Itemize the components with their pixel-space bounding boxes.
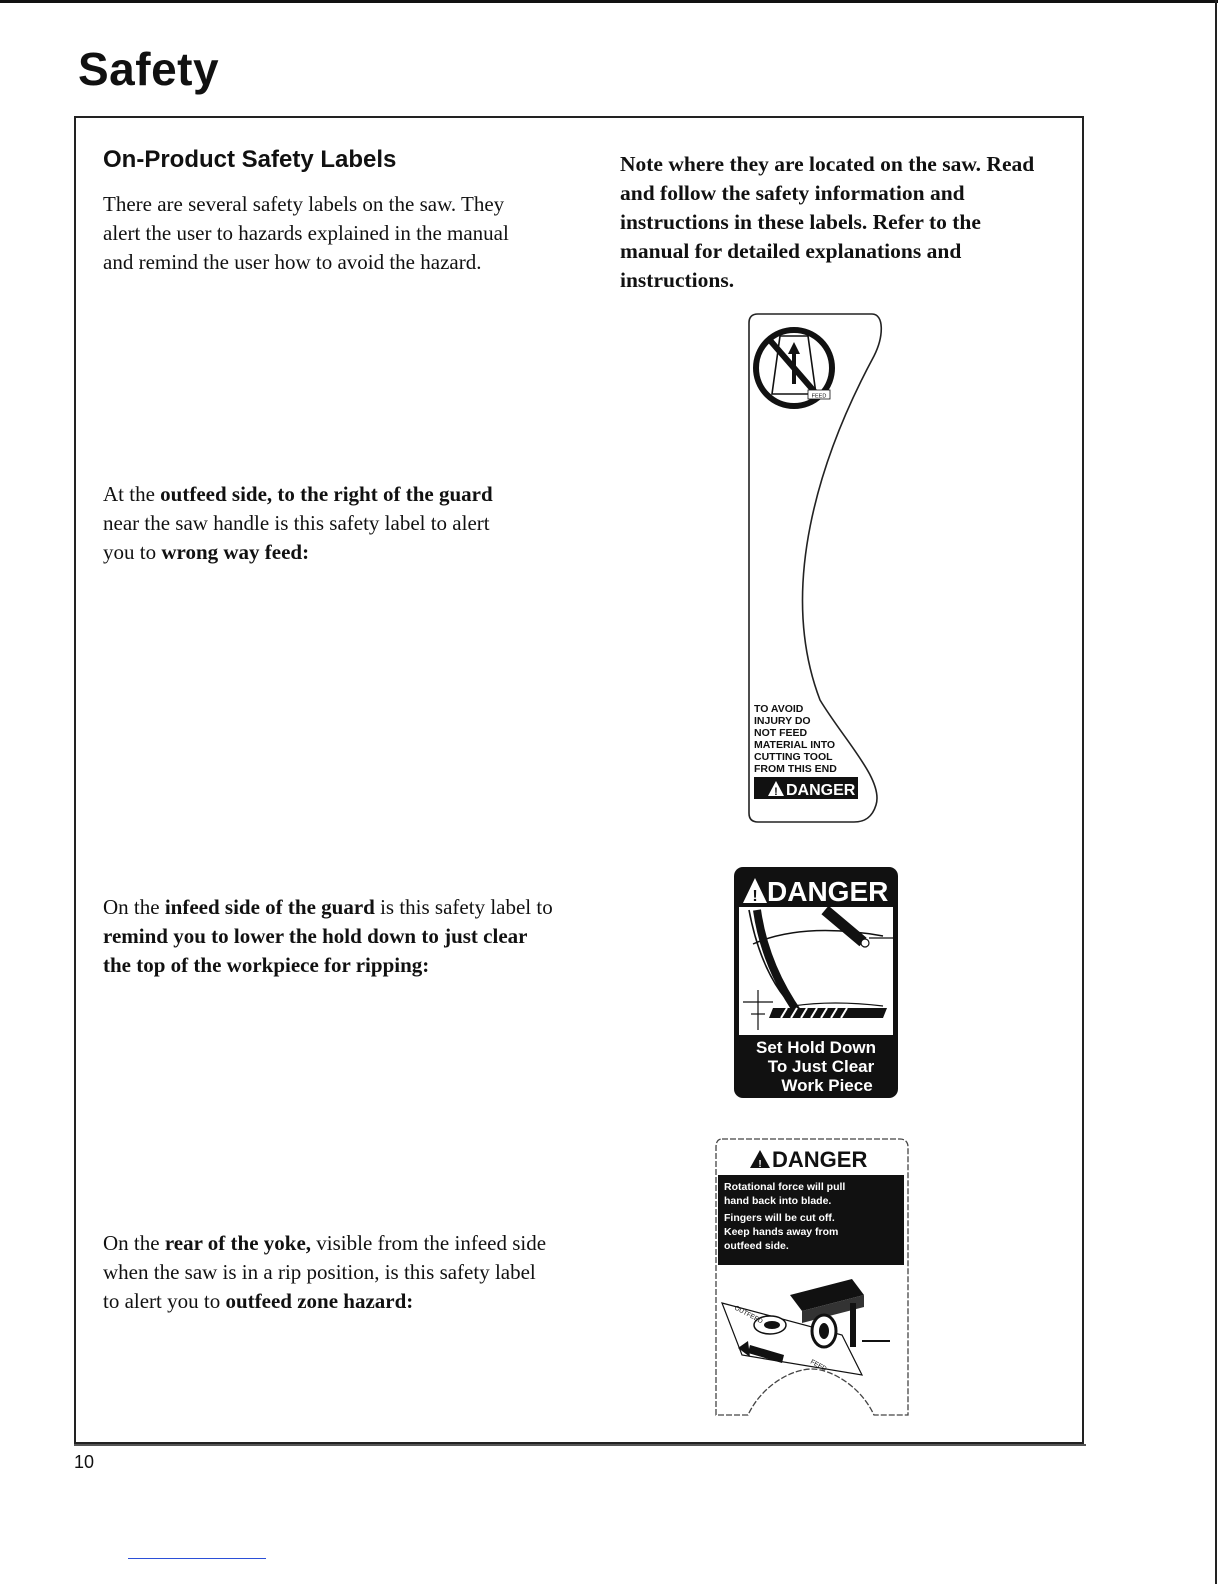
wrong-way-text-line: FROM THIS END [754,763,837,775]
emphasis-run: outfeed zone hazard: [225,1289,414,1313]
svg-text:!: ! [774,786,778,798]
text-run: On the [103,1231,165,1255]
wrong-way-feed-label [744,310,884,825]
hold-down-text-line: To Just Clear [767,1057,875,1076]
text-run: At the [103,482,161,506]
outfeed-zone-text-line: Rotational force will pull [724,1181,846,1193]
danger-banner: DANGER [767,876,889,907]
outfeed-zone-text-line: Fingers will be cut off. [724,1212,835,1224]
emphasis-run: rear of the yoke, [164,1231,312,1255]
outfeed-tag: OUTFEED [733,1304,764,1326]
wrong-way-text-line: TO AVOID [754,703,804,715]
emphasis-run: outfeed side, to the right of the guard [160,482,493,506]
outfeed-zone-text-line: outfeed side. [724,1240,789,1252]
wrong-way-text-line: MATERIAL INTO [754,739,836,751]
note-paragraph: Note where they are located on the saw. Read and follow the safety information and instructions in these labels. Refer to the manual for detailed explanations and instructions. [620,152,1035,292]
text-run: is this safety label to [374,895,553,919]
feed-tag: FEED [811,393,827,400]
text-run: near the saw handle is this safety label to alert you to [103,511,490,564]
wrong-way-text-line: INJURY DO [754,715,811,727]
top-rule [0,0,1218,3]
emphasis-run: wrong way feed: [161,540,310,564]
frame-bottom-shadow [74,1444,1086,1446]
infeed-label-paragraph [103,893,553,980]
feed-tag: FEED [809,1358,828,1373]
wrong-way-text-line: CUTTING TOOL [754,751,833,763]
hold-down-text-line: Work Piece [781,1076,873,1095]
outfeed-zone-text-line: Keep hands away from [724,1226,839,1238]
page-title: Safety [78,43,220,95]
text-run: On the [103,895,165,919]
outfeed-label-paragraph [103,480,523,567]
wrong-way-text-line: NOT FEED [754,727,808,739]
outfeed-zone-text-line: hand back into blade. [724,1195,832,1207]
emphasis-run: remind you to lower the hold down to just clear the top of the workpiece for ripping: [103,924,528,977]
danger-banner: DANGER [786,782,856,799]
bottom-link-underline [128,1558,266,1559]
emphasis-run: infeed side of the guard [164,895,375,919]
text-run: visible from the infeed side when the saw is in a rip position, is this safety label to alert you to [103,1231,547,1313]
section-heading: On-Product Safety Labels [103,146,397,173]
intro-paragraph: There are several safety labels on the saw. They alert the user to hazards explained in the manual and remind the user how to avoid the hazard. [103,192,509,274]
outfeed-zone-label [712,1135,910,1421]
svg-text:!: ! [758,1159,762,1170]
hold-down-text-line: Set Hold Down [756,1038,876,1057]
right-edge-rule [1215,0,1217,1584]
rear-yoke-label-paragraph [103,1229,553,1316]
danger-banner: DANGER [772,1147,868,1172]
svg-text:!: ! [752,888,758,905]
hold-down-label [733,866,899,1100]
page-number: 10 [74,1452,95,1472]
